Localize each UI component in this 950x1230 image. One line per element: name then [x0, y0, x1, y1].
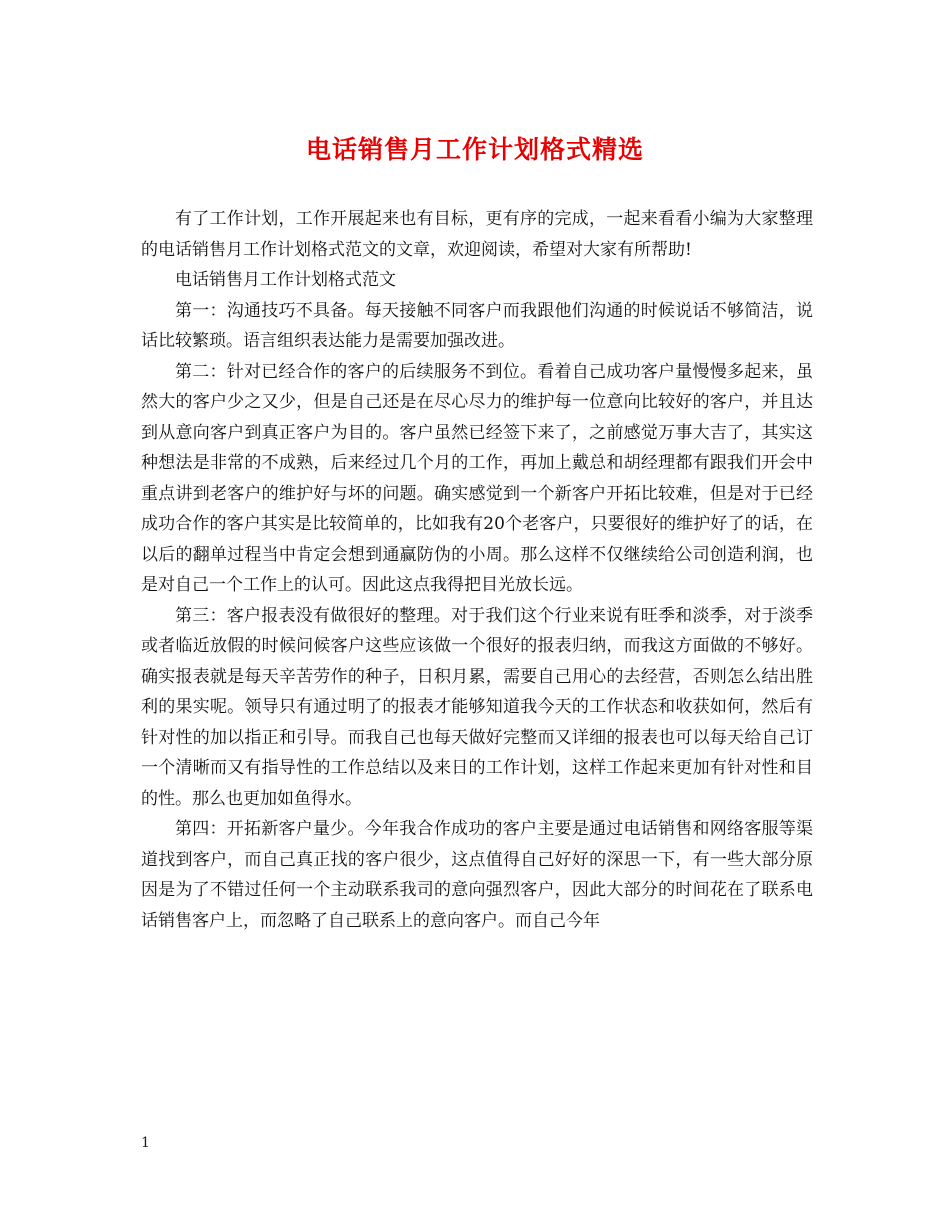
paragraph-fourth: 第四：开拓新客户量少。今年我合作成功的客户主要是通过电话销售和网络客服等渠道找到客户，而自己真正找的客户很少，这点值得自己好好的深思一下，有一些大部分原因是为了不错过任何一个主动联系我司的意向强烈客户，因此大部分的时间花在了联系电话销售客户上，而忽略了自己联系上的意向客户。而自己今年	[141, 819, 813, 931]
paragraph-first: 第一：沟通技巧不具备。每天接触不同客户而我跟他们沟通的时候说话不够简洁，说话比较繁琐。语言组织表达能力是需要加强改进。	[141, 300, 813, 351]
page-number: 1	[141, 1135, 150, 1151]
document-title: 电话销售月工作计划格式精选	[305, 135, 644, 164]
paragraph-second: 第二：针对已经合作的客户的后续服务不到位。看着自己成功客户量慢慢多起来，虽然大的客户少之又少，但是自己还是在尽心尽力的维护每一位意向比较好的客户，并且达到从意向客户到真正客户为目的。客户虽然已经签下来了，之前感觉万事大吉了，其实这种想法是非常的不成熟，后来经过几个月的工作，再加上戴总和胡经理都有跟我们开会中重点讲到老客户的维护好与坏的问题。确实感觉到一个新客户开拓比较难，但是对于已经成功合作的客户其实是比较简单的，比如我有20个老客户，只要很好的维护好了的话，在以后的翻单过程当中肯定会想到通赢防伪的小周。那么这样不仅继续给公司创造利润，也是对自己一个工作上的认可。因此这点我得把目光放长远。	[141, 361, 813, 595]
paragraph-subtitle: 电话销售月工作计划格式范文	[175, 270, 396, 290]
paragraph-third: 第三：客户报表没有做很好的整理。对于我们这个行业来说有旺季和淡季，对于淡季或者临近放假的时候问候客户这些应该做一个很好的报表归纳，而我这方面做的不够好。确实报表就是每天辛苦劳作的种子，日积月累，需要自己用心的去经营，否则怎么结出胜利的果实呢。领导只有通过明了的报表才能够知道我今天的工作状态和收获如何，然后有针对性的加以指正和引导。而我自己也每天做好完整而又详细的报表也可以每天给自己订一个清晰而又有指导性的工作总结以及来日的工作计划，这样工作起来更加有针对性和目的性。那么也更加如鱼得水。	[141, 605, 813, 809]
paragraph-intro: 有了工作计划，工作开展起来也有目标，更有序的完成，一起来看看小编为大家整理的电话销售月工作计划格式范文的文章，欢迎阅读，希望对大家有所帮助!	[141, 209, 813, 260]
document-body	[141, 204, 813, 936]
